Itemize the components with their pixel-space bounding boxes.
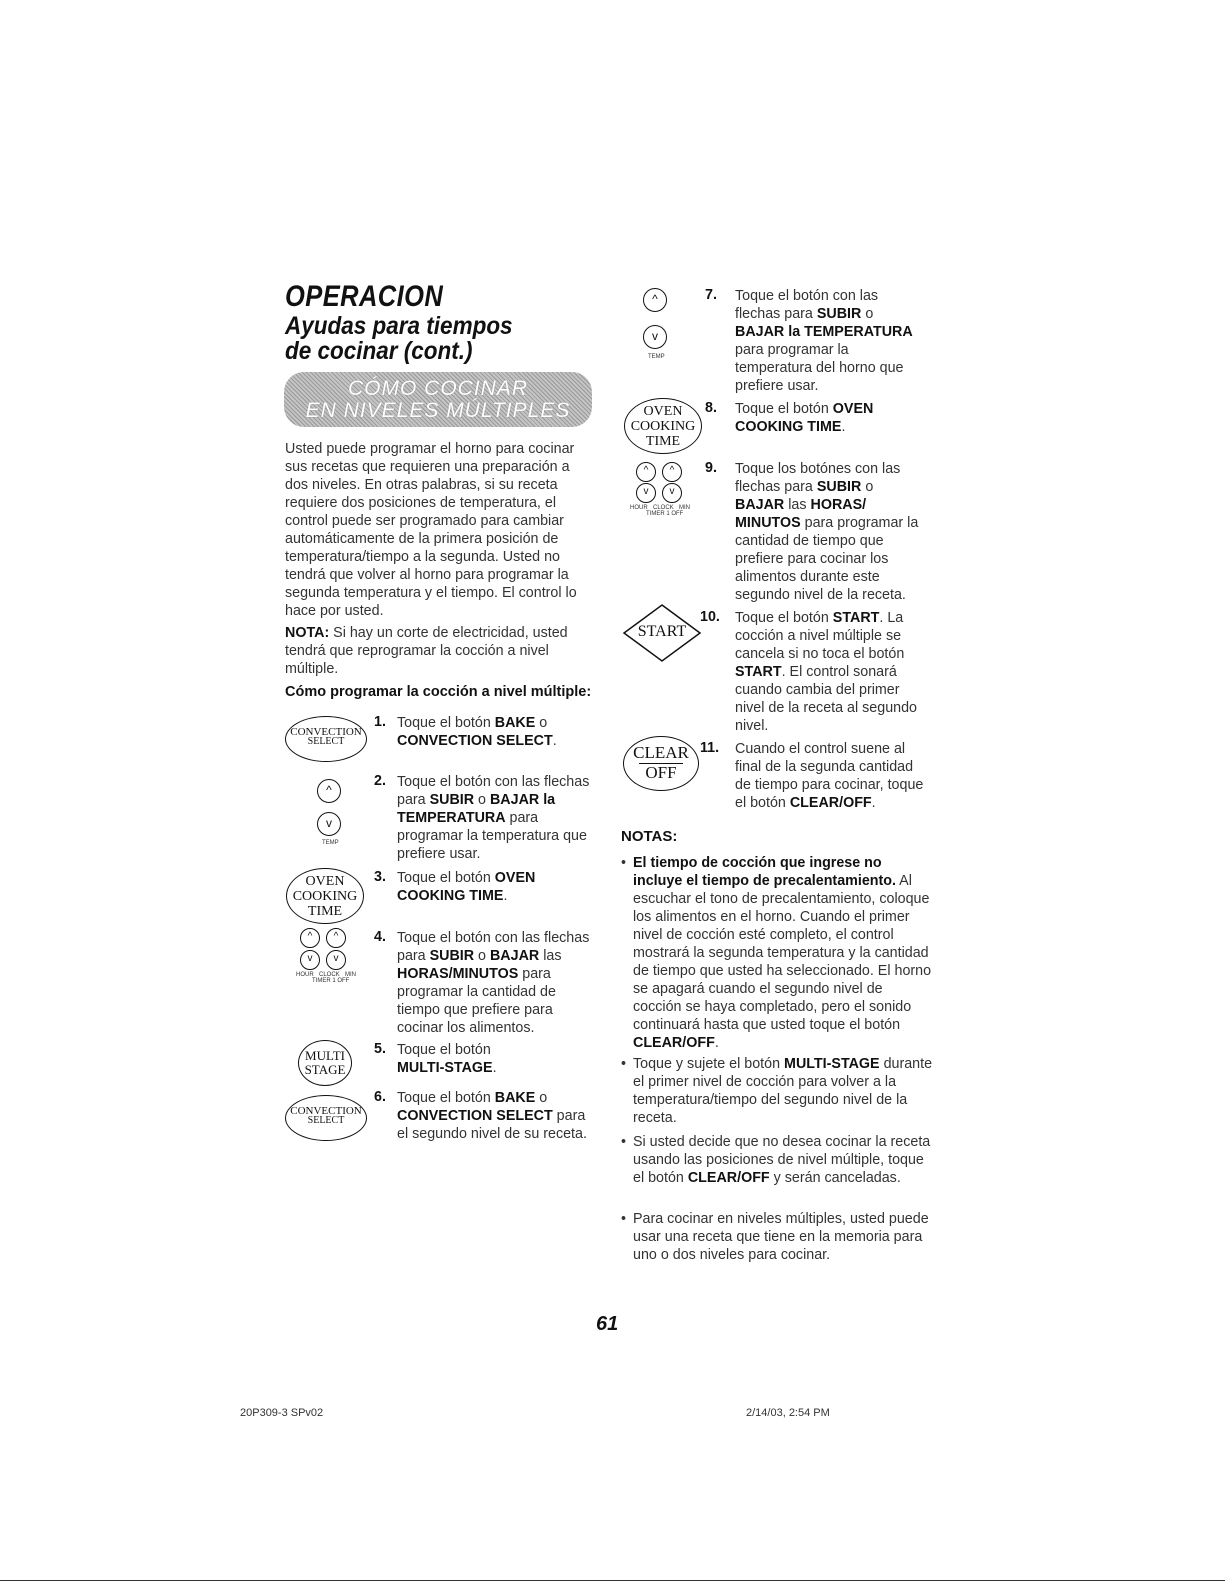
- step-6-text: Toque el botón BAKE o CONVECTION SELECT para el segundo nivel de su receta.: [397, 1090, 587, 1142]
- oven-cooking-time-icon-2: OVEN COOKING TIME: [624, 398, 702, 454]
- temp-down-arrow-icon: v: [317, 812, 341, 836]
- page-title-line2: de cocinar (cont.): [285, 337, 473, 365]
- nota-label: NOTA:: [285, 625, 330, 641]
- bullet-2: •: [621, 1056, 627, 1072]
- step-5-text: Toque el botón MULTI-STAGE.: [397, 1042, 497, 1076]
- step-4-number: 4.: [374, 929, 386, 945]
- step-7-text: Toque el botón con las flechas para SUBIR o BAJAR la TEMPERATURA para programar la temperatura del horno que prefiere usar.: [735, 288, 913, 394]
- convection-select-icon-2: CONVECTION SELECT: [285, 1095, 367, 1141]
- temp-down-arrow-icon-2: v: [643, 325, 667, 349]
- clock-label: CLOCK: [319, 972, 340, 978]
- min-down-arrow-icon: v: [326, 950, 346, 970]
- hour-down-arrow-icon-2: v: [636, 483, 656, 503]
- start-diamond-icon: START: [622, 603, 702, 663]
- banner-line1: CÓMO COCINAR: [348, 377, 528, 400]
- hour-label: HOUR: [296, 972, 314, 978]
- banner-line2: EN NIVELES MÚLTIPLES: [305, 399, 571, 422]
- page-title-line1: Ayudas para tiempos: [285, 312, 513, 340]
- notas-heading: NOTAS:: [621, 828, 678, 845]
- min-up-arrow-icon: ^: [326, 928, 346, 948]
- step-7-number: 7.: [705, 287, 717, 303]
- bottom-rule: [0, 1580, 1225, 1581]
- temp-label-2: TEMP: [648, 354, 665, 360]
- section-title: OPERACION: [285, 280, 444, 313]
- min-down-arrow-icon-2: v: [662, 483, 682, 503]
- intro-paragraph: Usted puede programar el horno para cocinar sus recetas que requieren una preparación a dos niveles. En otras palabras, si su receta requiere dos posiciones de temperatura, el control puede ser programado para cambiar automáticamente de la primera posición de temperatura/tiempo a la segunda. Usted no tendrá que volver al horno para programar la segunda temperatura y el tiempo. El control lo hace por usted.: [285, 441, 577, 619]
- nota-paragraph: [285, 624, 585, 678]
- step-2-text: Toque el botón con las flechas para SUBIR o BAJAR la TEMPERATURA para programar la temperatura que prefiere usar.: [397, 774, 590, 862]
- min-label: MIN: [345, 972, 356, 978]
- step-1-text: Toque el botón BAKE o CONVECTION SELECT.: [397, 715, 557, 749]
- step-10-text: Toque el botón START. La cocción a nivel múltiple se cancela si no toca el botón START. El control sonará cuando cambia del primer nivel de la receta al segundo nivel.: [735, 610, 918, 734]
- nota-text: Si hay un corte de electricidad, usted tendrá que reprogramar la cocción a nivel múltiple.: [285, 625, 568, 677]
- step-1-number: 1.: [374, 714, 386, 730]
- hour-up-arrow-icon-2: ^: [636, 462, 656, 482]
- step-11-number: 11.: [700, 740, 720, 756]
- step-3-number: 3.: [374, 869, 386, 885]
- step-11-text: Cuando el control suene al final de la segunda cantidad de tiempo para cocinar, toque el botón CLEAR/OFF.: [735, 741, 924, 811]
- step-8-text: Toque el botón OVEN COOKING TIME.: [735, 401, 874, 435]
- step-3-text: Toque el botón OVEN COOKING TIME.: [397, 870, 536, 904]
- multi-stage-icon: MULTI STAGE: [298, 1040, 352, 1086]
- note-4: Para cocinar en niveles múltiples, usted puede usar una receta que tiene en la memoria para uno o dos niveles para cocinar.: [633, 1211, 929, 1263]
- hour-down-arrow-icon: v: [300, 950, 320, 970]
- subhead: Cómo programar la cocción a nivel múltiple:: [285, 684, 592, 700]
- step-2-number: 2.: [374, 773, 386, 789]
- page-number: 61: [596, 1313, 619, 1335]
- clock-label-2: CLOCK: [653, 505, 674, 511]
- step-10-number: 10.: [700, 609, 720, 625]
- step-6-number: 6.: [374, 1089, 386, 1105]
- temp-up-arrow-icon: ^: [317, 779, 341, 803]
- oven-cooking-time-icon: OVEN COOKING TIME: [286, 868, 364, 924]
- step-8-number: 8.: [705, 400, 717, 416]
- bullet-3: •: [621, 1134, 627, 1150]
- min-label-2: MIN: [679, 505, 690, 511]
- section-banner: [284, 372, 592, 427]
- step-5-number: 5.: [374, 1041, 386, 1057]
- step-9-number: 9.: [705, 460, 717, 476]
- footer-left: 20P309-3 SPv02: [240, 1407, 324, 1419]
- min-up-arrow-icon-2: ^: [662, 462, 682, 482]
- note-3: Si usted decide que no desea cocinar la receta usando las posiciones de nivel múltiple, toque el botón CLEAR/OFF y serán canceladas.: [633, 1134, 931, 1186]
- step-9-text: Toque los botónes con las flechas para SUBIR o BAJAR las HORAS/ MINUTOS para programar la cantidad de tiempo que prefiere para cocinar los alimentos durante este segundo nivel de la receta.: [735, 461, 919, 603]
- note-2: Toque y sujete el botón MULTI-STAGE durante el primer nivel de cocción para volver a la temperatura/tiempo del segundo nivel de la receta.: [633, 1056, 933, 1126]
- timer-label: TIMER 1 OFF: [312, 978, 350, 984]
- note-1: El tiempo de cocción que ingrese no incluye el tiempo de precalentamiento. Al escuchar el tono de precalentamiento, coloque los alimentos en el horno. Cuando el primer nivel de cocción esté completo, el control mostrará la segunda temperatura y la cantidad de tiempo que usted ha seleccionado. El horno se apagará cuando el segundo nivel de cocción se haya completado, pero el sonido continuará hasta que usted toque el botón CLEAR/OFF.: [633, 855, 932, 1051]
- footer-right: 2/14/03, 2:54 PM: [746, 1407, 830, 1419]
- convection-select-icon: CONVECTION SELECT: [285, 716, 367, 762]
- hour-label-2: HOUR: [630, 505, 648, 511]
- step-4-text: Toque el botón con las flechas para SUBIR o BAJAR las HORAS/MINUTOS para programar la cantidad de tiempo que prefiere para cocinar los alimentos.: [397, 930, 590, 1036]
- bullet-1: •: [621, 855, 627, 871]
- clear-off-icon: CLEAR OFF: [623, 736, 699, 791]
- bullet-4: •: [621, 1211, 627, 1227]
- hour-up-arrow-icon: ^: [300, 928, 320, 948]
- temp-up-arrow-icon-2: ^: [643, 288, 667, 312]
- temp-label: TEMP: [322, 840, 339, 846]
- timer-label-2: TIMER 1 OFF: [646, 511, 684, 517]
